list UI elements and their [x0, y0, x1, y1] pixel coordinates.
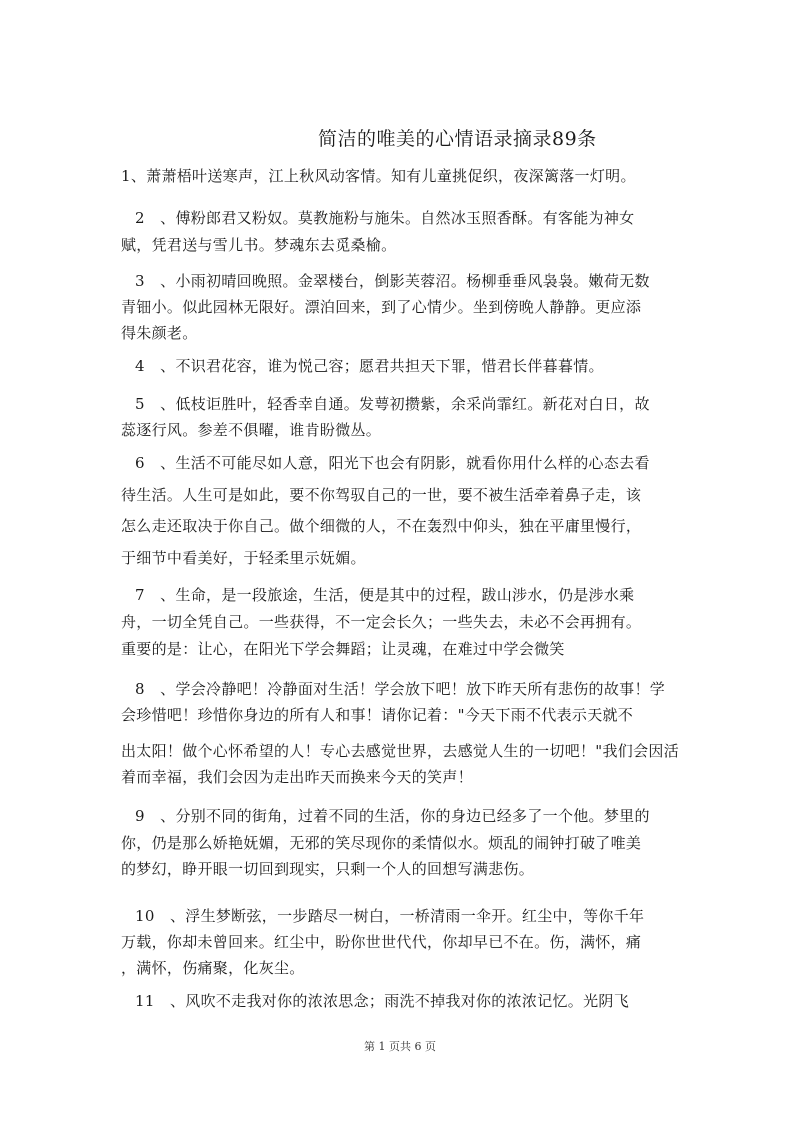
text-line: 3 、小雨初晴回晚照。金翠楼台，倒影芙蓉沼。杨柳垂垂风袅袅。嫩荷无数 [135, 272, 650, 290]
text-line: 怎么走还取决于你自己。做个细微的人，不在轰烈中仰头，独在平庸里慢行， [121, 517, 642, 535]
text-line: 于细节中看美好，于轻柔里示妩媚。 [121, 549, 366, 567]
text-line: ，满怀，伤痛聚，化灰尘。 [121, 959, 305, 977]
text-line: 10 、浮生梦断弦，一步踏尽一树白，一桥清雨一伞开。红尘中，等你千年 [135, 907, 645, 925]
text-line: 会珍惜吧！珍惜你身边的所有人和事！请你记着："今天下雨不代表示天就不 [121, 706, 634, 724]
text-line: 赋，凭君送与雪儿书。梦魂东去觅桑榆。 [121, 236, 397, 254]
text-line: 的梦幻，睁开眼一切回到现实，只剩一个人的回想写满悲伤。 [121, 860, 535, 878]
text-line: 青钿小。似此园林无限好。漂泊回来，到了心情少。坐到傍晚人静静。更应添 [121, 298, 642, 316]
text-line: 4 、不识君花容，谁为悦己容；愿君共担天下罪，惜君长伴暮暮情。 [135, 357, 604, 375]
text-line: 6 、生活不可能尽如人意，阳光下也会有阴影，就看你用什么样的心态去看 [135, 454, 650, 472]
text-line: 重要的是：让心，在阳光下学会舞蹈；让灵魂，在难过中学会微笑 [121, 640, 565, 658]
text-line: 着而幸福，我们会因为走出昨天而换来今天的笑声！ [121, 768, 473, 786]
text-line: 得朱颜老。 [121, 324, 198, 342]
text-line: 5 、低枝讵胜叶，轻香幸自通。发萼初攒紫，余采尚霏红。新花对白日，故 [135, 395, 650, 413]
text-line: 待生活。人生可是如此，要不你驾驭自己的一世，要不被生活牵着鼻子走，该 [121, 486, 642, 504]
text-line: 万载，你却未曾回来。红尘中，盼你世世代代，你却早已不在。伤，满怀，痛 [121, 933, 642, 951]
text-line: 8 、学会冷静吧！冷静面对生活！学会放下吧！放下昨天所有悲伤的故事！学 [135, 680, 666, 698]
text-line: 9 、分别不同的街角，过着不同的生活，你的身边已经多了一个他。梦里的 [135, 807, 650, 825]
text-line: 1、萧萧梧叶送寒声，江上秋风动客情。知有儿童挑促织，夜深篱落一灯明。 [121, 167, 636, 185]
document-title: 简洁的唯美的心情语录摘录89条 [318, 128, 597, 150]
text-line: 7 、生命，是一段旅途，生活，便是其中的过程，跋山涉水，仍是涉水乘 [135, 586, 635, 604]
text-line: 你，仍是那么娇艳妩媚，无邪的笑尽现你的柔情似水。烦乱的闹钟打破了唯美 [121, 834, 642, 852]
text-line: 蕊逐行风。参差不俱曜，谁肯盼微丛。 [121, 421, 382, 439]
page-footer: 第 1 页共 6 页 [364, 1040, 436, 1053]
text-line: 舟，一切全凭自己。一些获得，不一定会长久；一些失去，未必不会再拥有。 [121, 613, 642, 631]
text-line: 出太阳！做个心怀希望的人！专心去感觉世界，去感觉人生的一切吧！"我们会因活 [121, 742, 680, 760]
text-line: 11 、风吹不走我对你的浓浓思念；雨洗不掉我对你的浓浓记忆。光阴飞 [135, 992, 629, 1010]
text-line: 2 、傅粉郎君又粉奴。莫教施粉与施朱。自然冰玉照香酥。有客能为神女 [135, 209, 635, 227]
